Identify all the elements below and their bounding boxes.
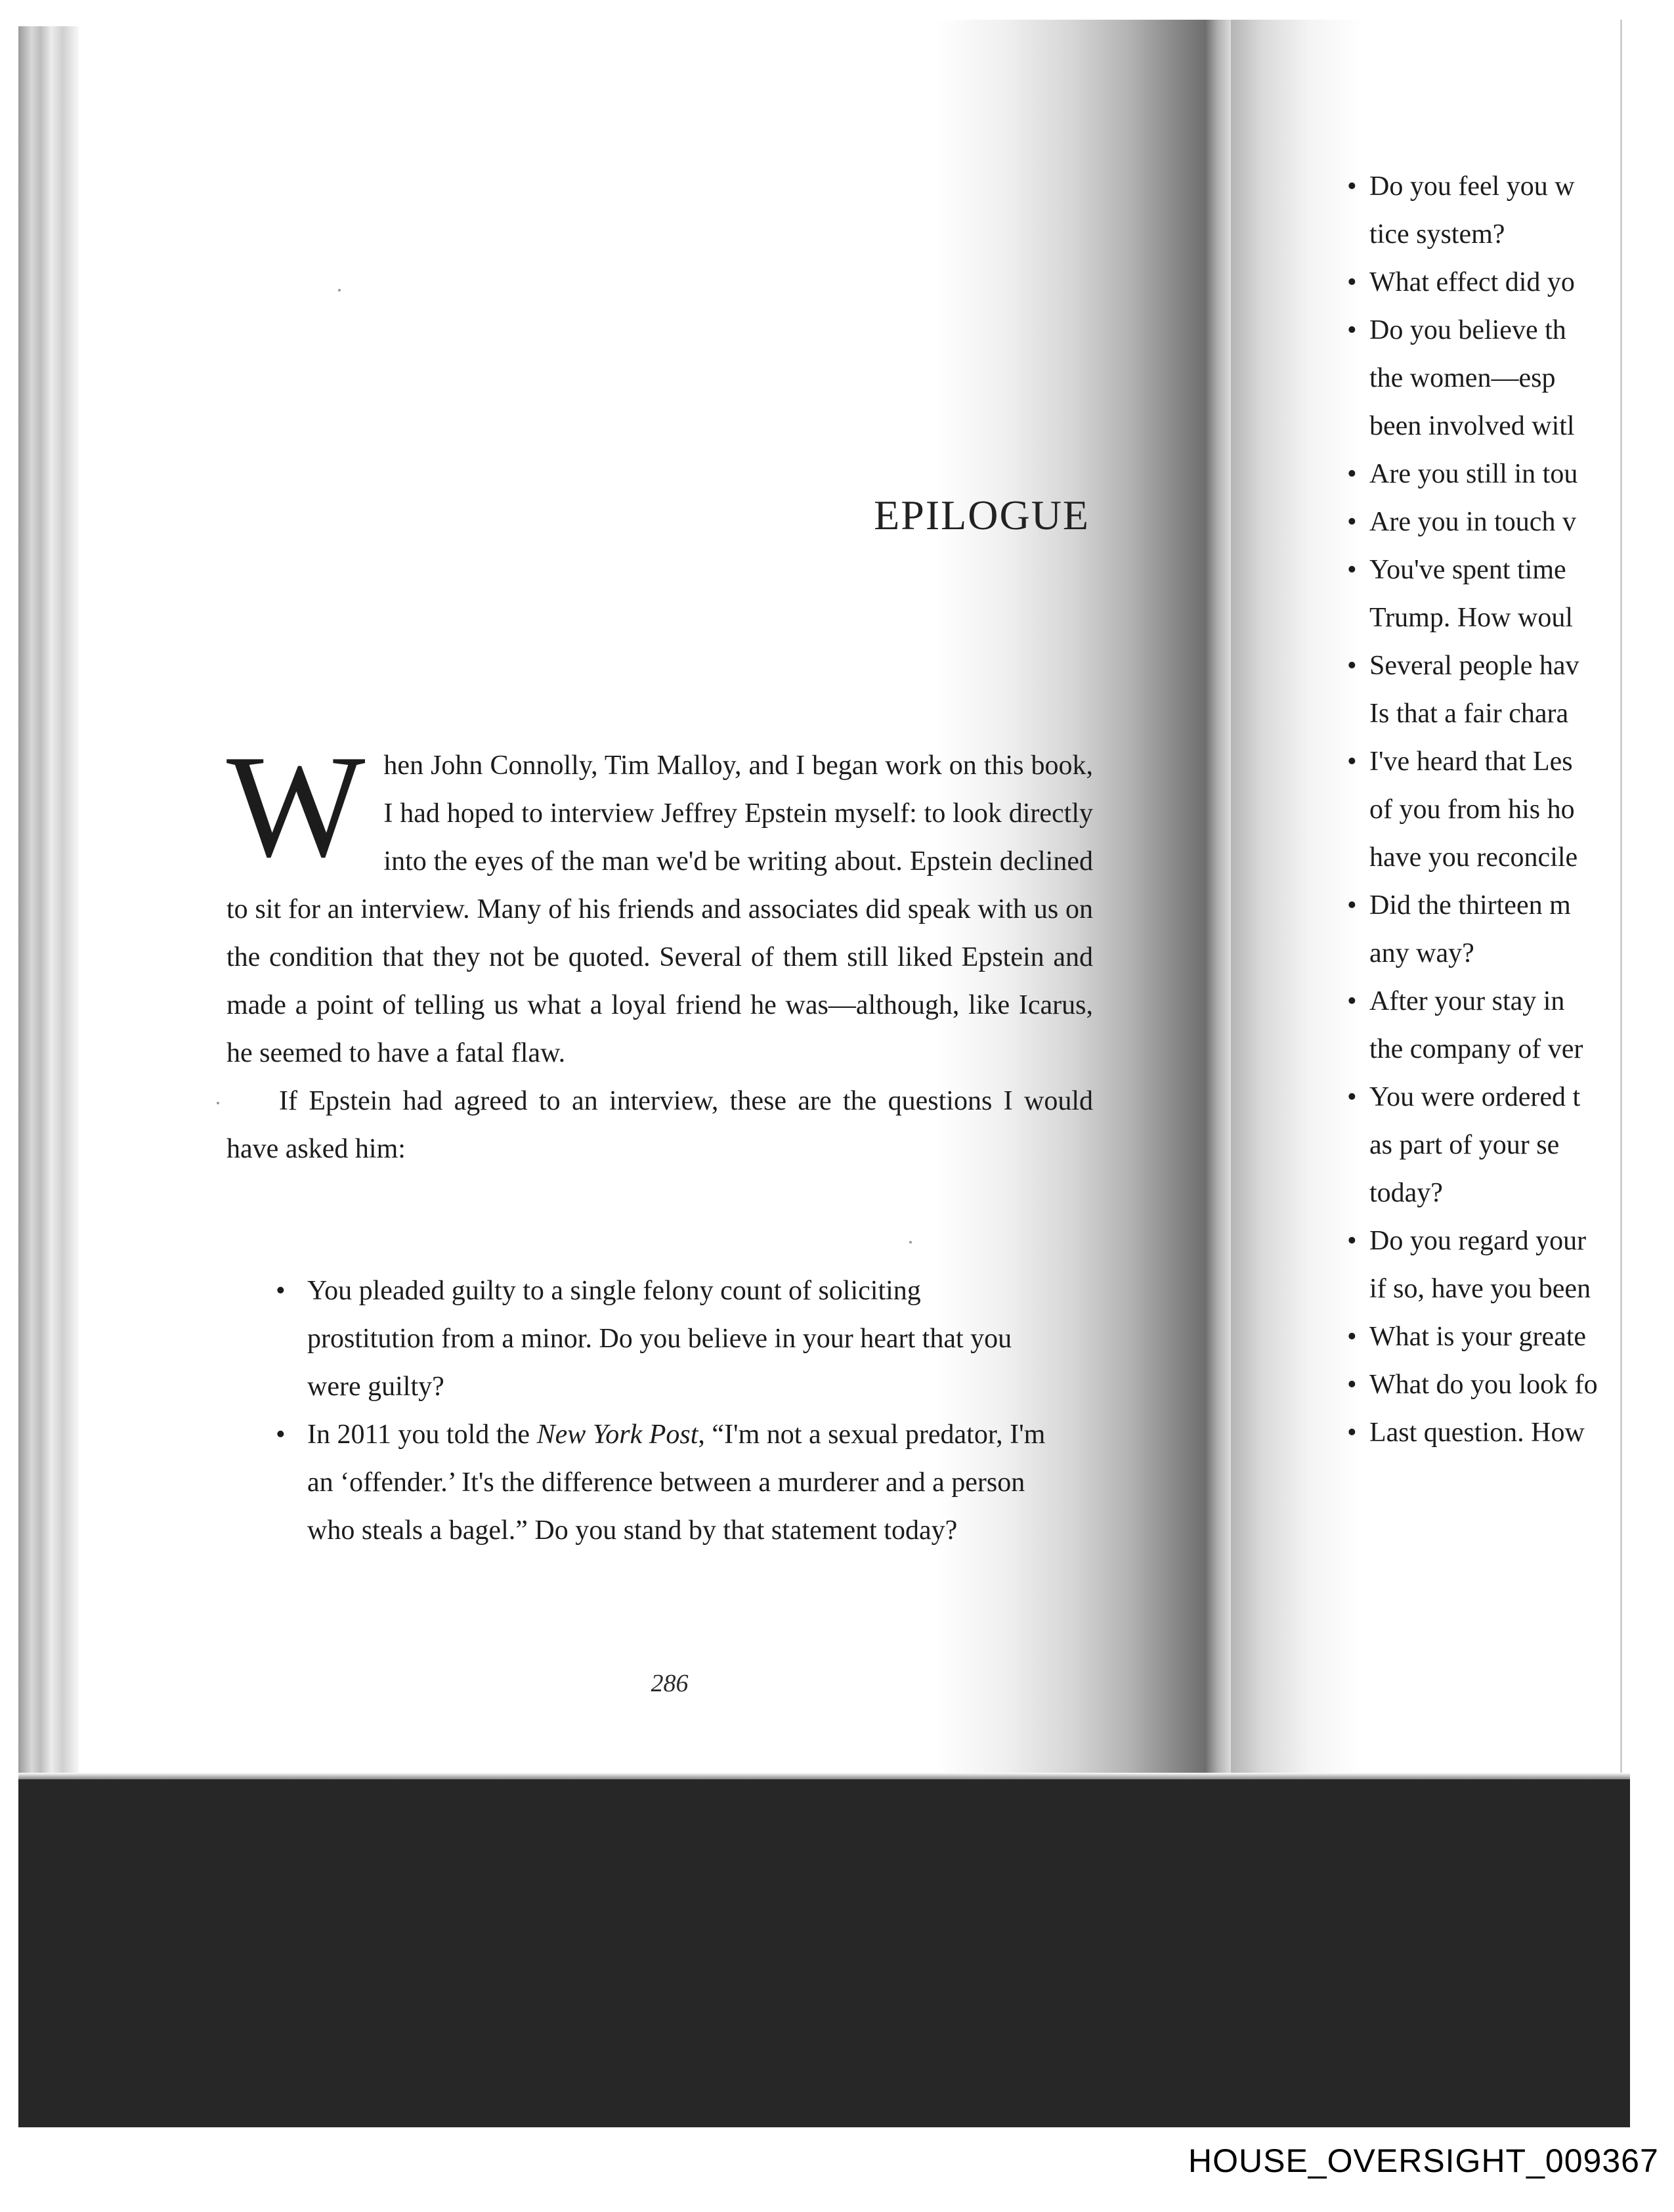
bullet-icon: • xyxy=(1347,986,1357,1016)
scan-speck xyxy=(1155,494,1158,496)
right-page-line xyxy=(1347,1313,1623,1361)
list-item-text: , “I'm not a sexual predator, I'm an ‘offender.’ It's the difference between a murderer and a person who steals a bagel.” Do you stand by that statement today? xyxy=(307,1420,1046,1546)
right-page-line xyxy=(1347,930,1623,978)
bullet-icon: • xyxy=(1347,507,1357,537)
bullet-icon: • xyxy=(1347,315,1357,345)
right-page-line xyxy=(1347,882,1623,930)
right-page-line xyxy=(1347,1169,1623,1217)
bullet-icon: • xyxy=(1347,1370,1357,1400)
book-gutter xyxy=(1205,20,1231,1806)
right-page-line-text: Do you believe th xyxy=(1369,315,1566,345)
publication-title: New York Post xyxy=(536,1420,698,1450)
bullet-icon: • xyxy=(1347,1322,1357,1352)
right-page-line xyxy=(1347,307,1623,355)
bates-number: HOUSE_OVERSIGHT_009367 xyxy=(1188,2142,1659,2179)
right-page-line-text: Did the thirteen m xyxy=(1369,890,1571,921)
right-page-line xyxy=(1347,450,1623,498)
bullet-icon: • xyxy=(1347,651,1357,681)
right-page-line-text: today? xyxy=(1369,1178,1443,1208)
right-page-line xyxy=(1347,1409,1623,1457)
right-page-line xyxy=(1347,259,1623,307)
scanner-background xyxy=(18,1779,1630,2127)
right-page-line xyxy=(1347,1217,1623,1265)
right-page-line-text: I've heard that Les xyxy=(1369,747,1573,777)
list-item xyxy=(276,1411,1050,1555)
right-page-line xyxy=(1347,1361,1623,1409)
right-page-line-text: Several people hav xyxy=(1369,651,1579,681)
right-page-line xyxy=(1347,1121,1623,1169)
right-page-line xyxy=(1347,211,1623,259)
right-page-line xyxy=(1347,786,1623,834)
right-page-line xyxy=(1347,738,1623,786)
right-page-line-text: as part of your se xyxy=(1369,1130,1560,1160)
right-page-line xyxy=(1347,1265,1623,1313)
question-list xyxy=(276,1267,1050,1555)
second-paragraph: If Epstein had agreed to an interview, these are the questions I would have asked him: xyxy=(226,1086,1093,1164)
scan-speck xyxy=(909,1241,912,1244)
right-page-line-text: What do you look fo xyxy=(1369,1370,1598,1400)
right-page-line-text: Are you still in tou xyxy=(1369,459,1578,489)
list-item-text: In 2011 you told the xyxy=(307,1420,537,1450)
right-page-text xyxy=(1347,163,1623,1457)
right-page-line-text: tice system? xyxy=(1369,219,1505,249)
right-page-line-text: What effect did yo xyxy=(1369,267,1575,297)
right-page-line xyxy=(1347,402,1623,450)
right-page-line xyxy=(1347,834,1623,882)
right-page-line xyxy=(1347,355,1623,402)
page-number: 286 xyxy=(651,1670,689,1697)
right-page-line-text: You've spent time xyxy=(1369,555,1566,585)
right-page-line-text: if so, have you been xyxy=(1369,1274,1591,1304)
scan-speck xyxy=(217,1102,219,1104)
bullet-icon: • xyxy=(1347,459,1357,489)
drop-cap: W xyxy=(226,725,366,888)
right-page-line-text: the women—esp xyxy=(1369,363,1556,393)
right-page-line-text: Are you in touch v xyxy=(1369,507,1576,537)
right-page-line xyxy=(1347,642,1623,690)
right-page-line xyxy=(1347,1073,1623,1121)
right-page-line xyxy=(1347,594,1623,642)
right-page-line-text: been involved witl xyxy=(1369,411,1575,441)
right-page-line xyxy=(1347,978,1623,1026)
bullet-icon: • xyxy=(1347,267,1357,297)
bullet-icon: • xyxy=(1347,1082,1357,1112)
opening-paragraph-text: hen John Connolly, Tim Malloy, and I began work on this book, I had hoped to interview Jeffrey Epstein myself: to look directly into the eyes of the man we'd be writing about. Epstein declined to sit for an interview. Many of his friends and associates did speak with us on the condition that they not be quoted. Several of them still liked Epstein and made a point of telling us what a loyal friend he was—although, like Icarus, he seemed to have a fatal flaw. xyxy=(226,750,1093,1068)
bullet-icon: • xyxy=(276,1276,286,1306)
bullet-icon: • xyxy=(1347,1418,1357,1448)
right-page-line-text: any way? xyxy=(1369,938,1474,968)
body-text xyxy=(226,725,1093,1173)
chapter-title: EPILOGUE xyxy=(874,491,1090,538)
right-page-line-text: You were ordered t xyxy=(1369,1082,1581,1112)
right-page-line xyxy=(1347,546,1623,594)
right-page-line xyxy=(1347,163,1623,211)
bullet-icon: • xyxy=(1347,890,1357,921)
bullet-icon: • xyxy=(1347,171,1357,202)
right-page-line xyxy=(1347,1026,1623,1073)
right-page-line-text: What is your greate xyxy=(1369,1322,1587,1352)
right-page-line-text: After your stay in xyxy=(1369,986,1565,1016)
right-page-line-text: Do you feel you w xyxy=(1369,171,1575,202)
right-page-line xyxy=(1347,498,1623,546)
bullet-icon: • xyxy=(276,1420,286,1450)
bullet-icon: • xyxy=(1347,1226,1357,1256)
right-page-line-text: the company of ver xyxy=(1369,1034,1583,1064)
bullet-icon: • xyxy=(1347,555,1357,585)
right-page-line-text: Trump. How woul xyxy=(1369,603,1573,633)
opening-paragraph xyxy=(226,725,1093,1077)
right-page-line-text: Do you regard your xyxy=(1369,1226,1587,1256)
bullet-icon: • xyxy=(1347,747,1357,777)
right-page-line-text: Last question. How xyxy=(1369,1418,1585,1448)
right-page-line-text: of you from his ho xyxy=(1369,794,1575,825)
scan-speck xyxy=(338,289,341,292)
right-page-line xyxy=(1347,690,1623,738)
list-item xyxy=(276,1267,1050,1411)
right-page-line-text: have you reconcile xyxy=(1369,842,1578,873)
list-item-text: You pleaded guilty to a single felony count of soliciting prostitution from a minor. Do you believe in your heart that you were guilty? xyxy=(307,1276,1012,1402)
right-page-line-text: Is that a fair chara xyxy=(1369,699,1569,729)
